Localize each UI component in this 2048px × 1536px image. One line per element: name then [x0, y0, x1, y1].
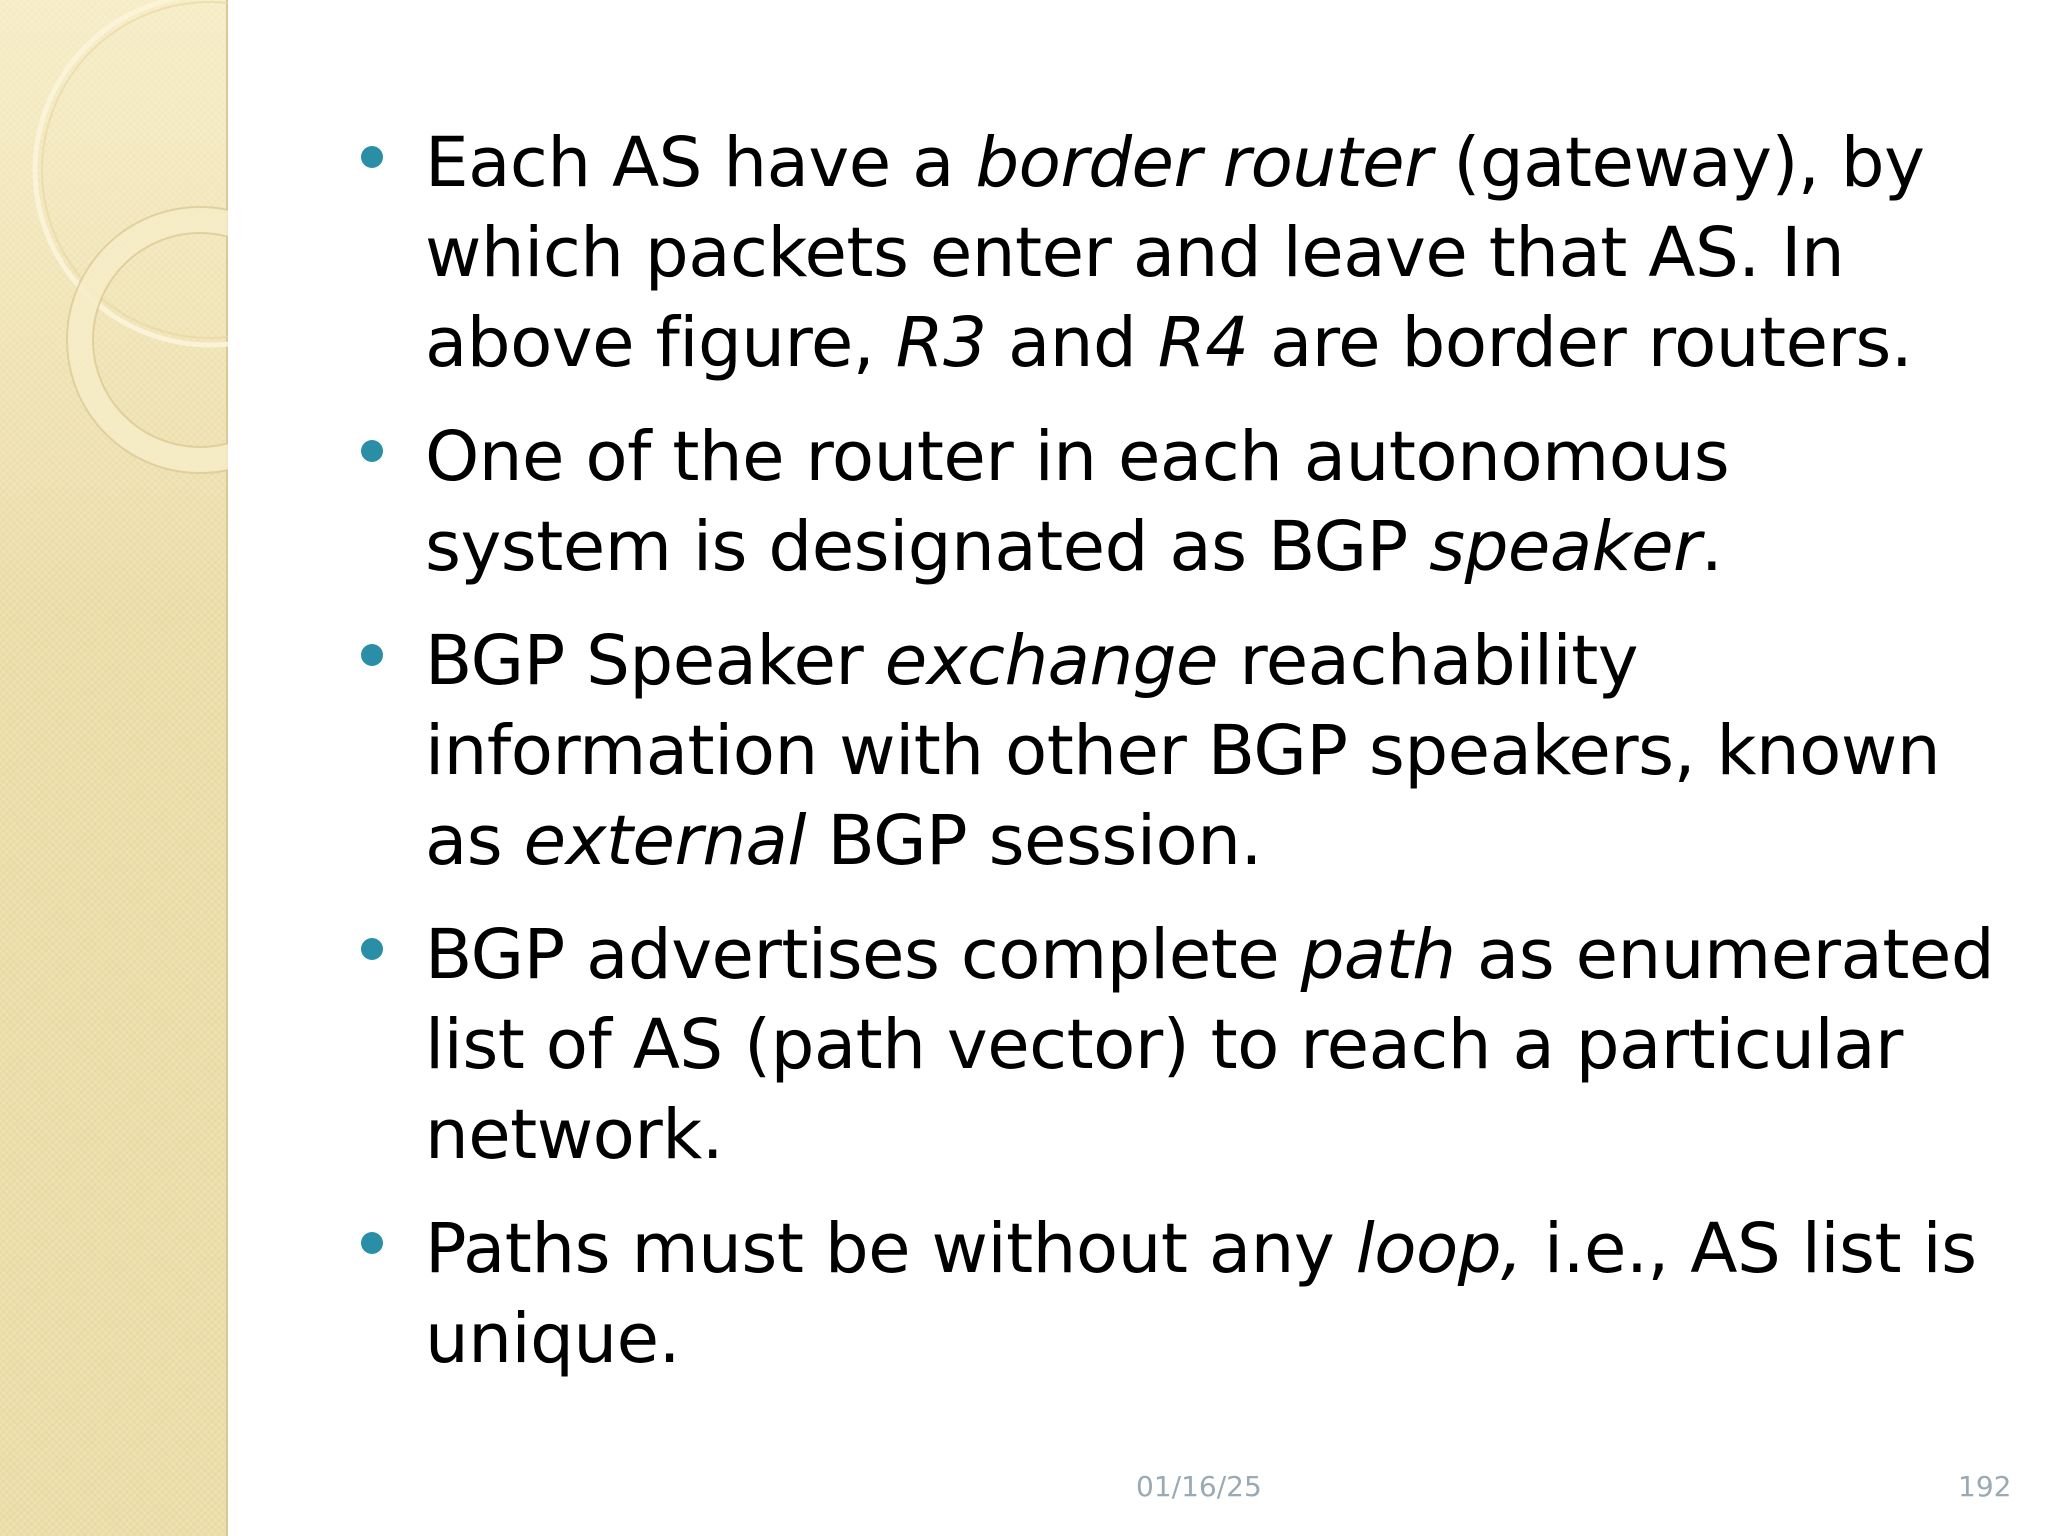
bullet-text-segment: and	[986, 303, 1158, 383]
bullet-item	[355, 616, 1995, 886]
bullet-list	[355, 118, 1995, 1384]
bullet-text-emphasis: external	[523, 801, 807, 881]
bullet-text-segment: are border routers.	[1248, 303, 1913, 383]
decorative-circles-graphic	[0, 0, 228, 520]
bullet-text-emphasis: path	[1300, 915, 1456, 995]
footer-page-number: 192	[1958, 1470, 2012, 1503]
bullet-text-emphasis: speaker	[1429, 507, 1701, 587]
bullet-text	[425, 417, 1729, 587]
bullet-dot-icon	[361, 440, 383, 462]
bullet-text-segment: Paths must be without any	[425, 1209, 1356, 1289]
bullet-dot-icon	[361, 644, 383, 666]
bullet-text	[425, 1209, 1977, 1379]
bullet-text-segment: (gateway), by which packets enter and leave that AS. In above figure,	[425, 123, 1925, 383]
bullet-text-emphasis: exchange	[884, 621, 1218, 701]
bullet-text-emphasis: border router	[975, 123, 1432, 203]
bullet-item	[355, 118, 1995, 388]
bullet-text	[425, 915, 1994, 1175]
bullet-text-segment: .	[1700, 507, 1723, 587]
bullet-text-segment: as enumerated list of AS (path vector) to reach a particular network.	[425, 915, 1995, 1175]
bullet-dot-icon	[361, 938, 383, 960]
bullet-text	[425, 621, 1940, 881]
bullet-item	[355, 910, 1995, 1180]
bullet-text-segment: Each AS have a	[425, 123, 976, 203]
bullet-item	[355, 412, 1995, 592]
bullet-text-emphasis: R4	[1157, 303, 1249, 383]
slide-body	[355, 118, 1995, 1408]
bullet-text-segment: BGP Speaker	[425, 621, 885, 701]
bullet-text-emphasis: loop,	[1355, 1209, 1523, 1289]
bullet-text-emphasis: R3	[895, 303, 987, 383]
bullet-text-segment: reachability information with other BGP speakers, known as	[425, 621, 1941, 881]
bullet-text-segment: i.e., AS list is unique.	[425, 1209, 1977, 1379]
bullet-text	[425, 123, 1924, 383]
footer-date: 01/16/25	[1136, 1470, 1262, 1503]
bullet-dot-icon	[361, 146, 383, 168]
decorative-side-strip	[0, 0, 228, 1536]
bullet-text-segment: BGP advertises complete	[425, 915, 1301, 995]
bullet-dot-icon	[361, 1232, 383, 1254]
bullet-item	[355, 1204, 1995, 1384]
bullet-text-segment: BGP session.	[806, 801, 1262, 881]
bullet-text-segment: One of the router in each autonomous system is designated as BGP	[425, 417, 1730, 587]
